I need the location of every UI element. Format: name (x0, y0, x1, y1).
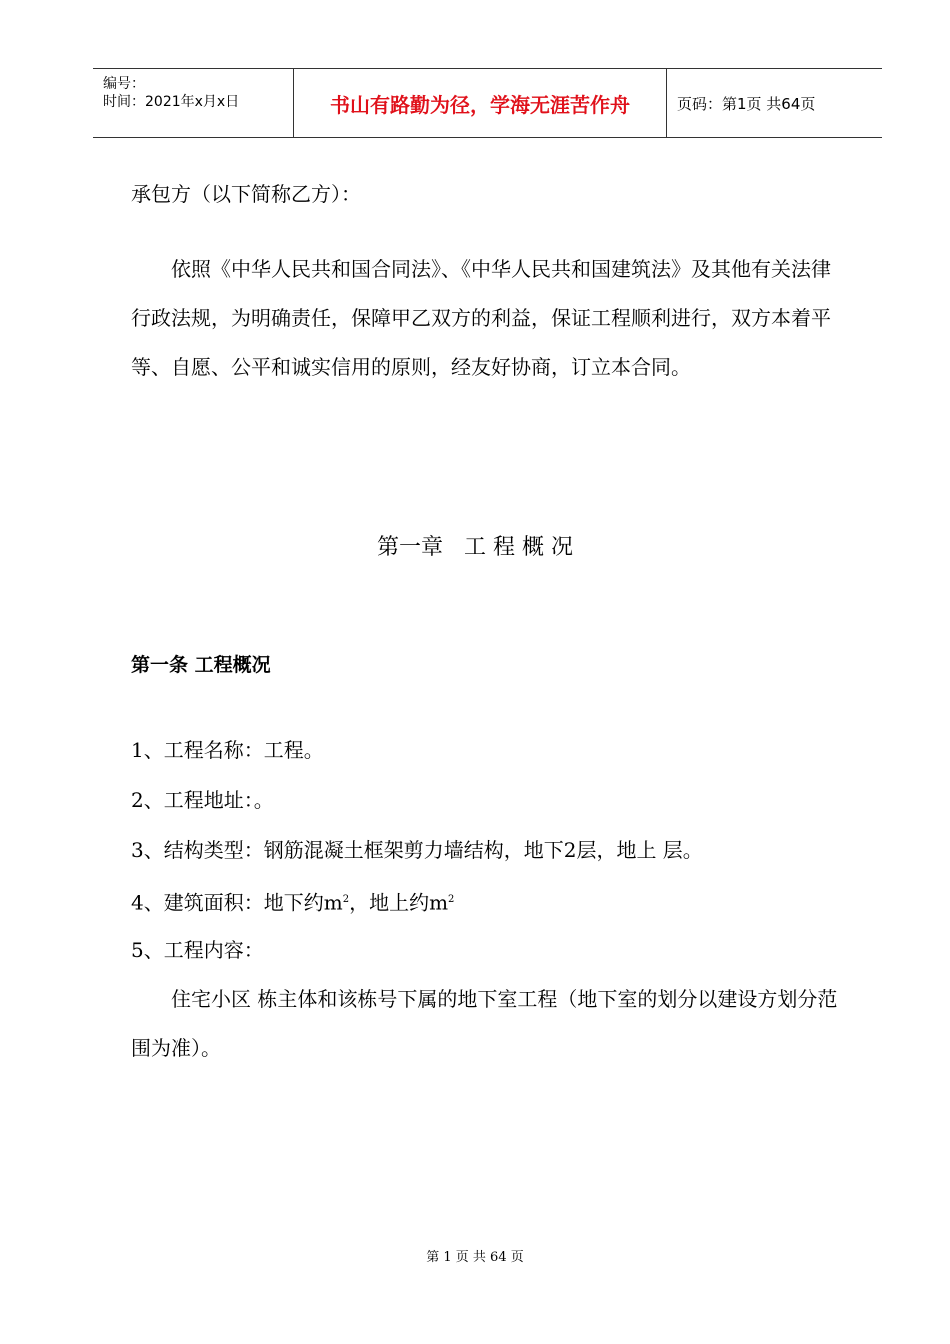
header-motto: 书山有路勤为径，学海无涯苦作舟 (294, 69, 667, 137)
item-4 (131, 886, 454, 917)
article-title: 第一条 工程概况 (131, 654, 271, 676)
number-label: 编号： (103, 76, 145, 92)
item-4-sup-1: 2 (342, 894, 350, 905)
item-2: 2、工程地址：。 (131, 788, 274, 812)
item-4-sup-2: 2 (448, 894, 455, 905)
page-footer: 第 1 页 共 64 页 (426, 1250, 524, 1265)
header-meta-cell (93, 69, 294, 137)
content-paragraph: 住宅小区 栋主体和该栋号下属的地下室工程（地下室的划分以建设方划分范围为准）。 (131, 987, 838, 1060)
page-header (93, 68, 882, 138)
item-1: 1、工程名称：工程。 (131, 738, 324, 762)
time-label: 时间：2021年x月x日 (103, 94, 240, 110)
item-4-middle: ，地上约m (349, 890, 449, 915)
item-3: 3、结构类型：钢筋混凝土框架剪力墙结构，地下2层，地上 层。 (131, 838, 703, 862)
chapter-title: 第一章 工 程 概 况 (377, 535, 573, 560)
header-page-info: 页码：第1页 共64页 (677, 94, 816, 113)
intro-paragraph: 依照《中华人民共和国合同法》、《中华人民共和国建筑法》及其他有关法律行政法规，为明确责任，保障甲乙双方的利益，保证工程顺利进行，双方本着平等、自愿、公平和诚实信用的原则，经友好协商，订立本合同。 (131, 257, 831, 379)
item-4-prefix: 4、建筑面积：地下约m (131, 890, 343, 915)
contractor-line: 承包方（以下简称乙方）： (131, 182, 361, 206)
item-5: 5、工程内容： (131, 938, 264, 962)
